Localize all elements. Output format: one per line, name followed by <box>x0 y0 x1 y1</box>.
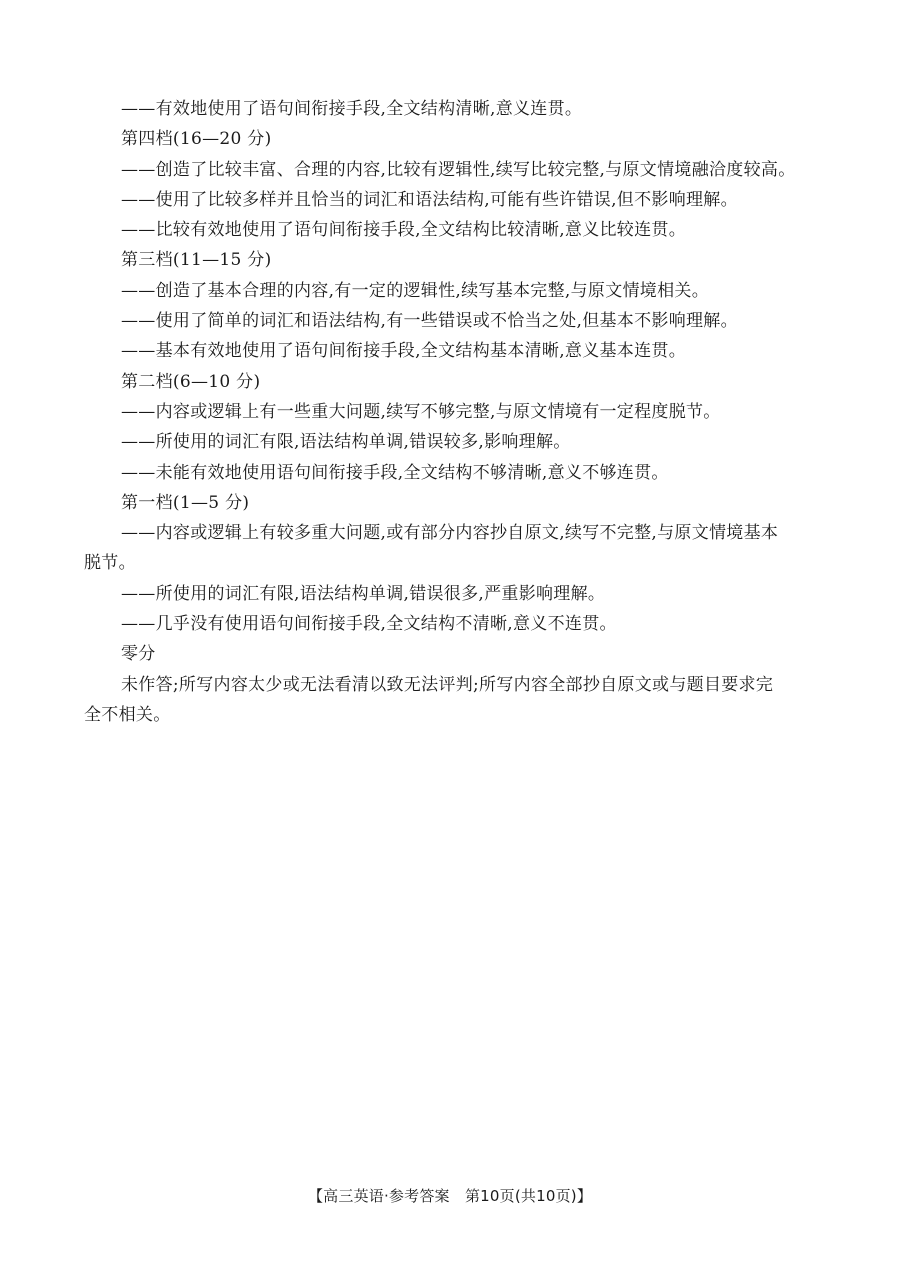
rubric-line: ——创造了基本合理的内容,有一定的逻辑性,续写基本完整,与原文情境相关。 <box>121 280 710 301</box>
rubric-line: ——比较有效地使用了语句间衔接手段,全文结构比较清晰,意义比较连贯。 <box>121 220 687 241</box>
rubric-line: ——有效地使用了语句间衔接手段,全文结构清晰,意义连贯。 <box>121 99 583 119</box>
rubric-level-heading: 第一档(1—5 分) <box>121 492 250 513</box>
rubric-level-heading: 第四档(16—20 分) <box>121 129 272 150</box>
rubric-level-heading: 第三档(11—15 分) <box>121 250 272 271</box>
page-footer: 【高三英语·参考答案 第10页(共10页)】 <box>307 1187 593 1205</box>
rubric-line: ——所使用的词汇有限,语法结构单调,错误很多,严重影响理解。 <box>121 583 606 604</box>
rubric-level-heading: 零分 <box>121 644 156 665</box>
rubric-line-continuation: 脱节。 <box>84 553 136 574</box>
rubric-line: 未作答;所写内容太少或无法看清以致无法评判;所写内容全部抄自原文或与题目要求完 <box>121 674 774 695</box>
scoring-rubric <box>84 94 834 730</box>
rubric-line: ——内容或逻辑上有较多重大问题,或有部分内容抄自原文,续写不完整,与原文情境基本 <box>121 523 779 544</box>
rubric-line: ——几乎没有使用语句间衔接手段,全文结构不清晰,意义不连贯。 <box>121 614 617 635</box>
rubric-line-continuation: 全不相关。 <box>84 704 171 725</box>
rubric-line: ——使用了简单的词汇和语法结构,有一些错误或不恰当之处,但基本不影响理解。 <box>121 311 738 332</box>
rubric-line: ——创造了比较丰富、合理的内容,比较有逻辑性,续写比较完整,与原文情境融洽度较高。 <box>121 159 796 180</box>
rubric-line: ——使用了比较多样并且恰当的词汇和语法结构,可能有些许错误,但不影响理解。 <box>121 189 738 210</box>
rubric-line: ——未能有效地使用语句间衔接手段,全文结构不够清晰,意义不够连贯。 <box>121 462 669 483</box>
rubric-line: ——内容或逻辑上有一些重大问题,续写不够完整,与原文情境有一定程度脱节。 <box>121 401 721 422</box>
rubric-line: ——基本有效地使用了语句间衔接手段,全文结构基本清晰,意义基本连贯。 <box>121 341 687 362</box>
rubric-line: ——所使用的词汇有限,语法结构单调,错误较多,影响理解。 <box>121 432 571 453</box>
rubric-level-heading: 第二档(6—10 分) <box>121 371 261 392</box>
